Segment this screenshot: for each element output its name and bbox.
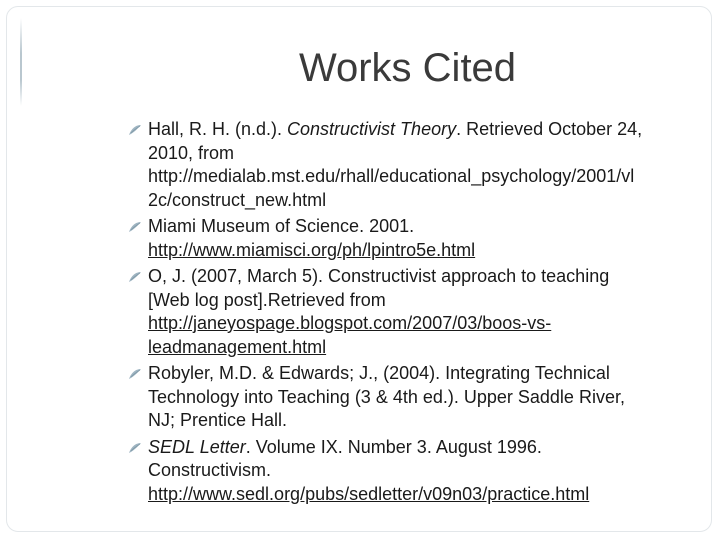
reference-author: Hall, R. H. (n.d.). xyxy=(148,119,288,139)
reference-link[interactable]: http://www.sedl.org/pubs/sedletter/v09n03/practice.html xyxy=(148,483,590,504)
feather-bullet-icon xyxy=(128,124,142,136)
reference-item xyxy=(128,436,688,507)
reference-line: Robyler, M.D. & Edwards; J., (2004). Integrating Technical xyxy=(148,363,610,383)
reference-item xyxy=(128,362,688,433)
reference-item xyxy=(128,118,688,212)
reference-url: http://medialab.mst.edu/rhall/educational_psychology/2001/vl xyxy=(148,166,635,186)
reference-line: Miami Museum of Science. 2001. xyxy=(148,216,415,236)
slide-title: Works Cited xyxy=(298,46,517,90)
reference-title: Constructivist Theory xyxy=(287,119,457,139)
reference-text: . Retrieved October 24, xyxy=(456,119,643,139)
reference-text: . Volume IX. Number 3. August 1996. xyxy=(245,436,542,457)
feather-bullet-icon xyxy=(128,368,142,380)
references-list xyxy=(128,118,688,509)
feather-bullet-icon xyxy=(128,442,142,454)
reference-title: SEDL Letter xyxy=(148,436,246,457)
reference-link[interactable]: leadmanagement.html xyxy=(148,336,327,357)
reference-link[interactable]: http://janeyospage.blogspot.com/2007/03/boos-vs- xyxy=(148,313,552,333)
reference-line: [Web log post].Retrieved from xyxy=(148,289,386,310)
reference-url: 2c/construct_new.html xyxy=(148,189,327,210)
reference-line: Constructivism. xyxy=(148,460,272,480)
reference-link[interactable]: http://www.miamisci.org/ph/lpintro5e.html xyxy=(148,239,476,260)
feather-bullet-icon xyxy=(128,221,142,233)
reference-line xyxy=(148,118,688,142)
reference-line: NJ; Prentice Hall. xyxy=(148,410,288,430)
reference-item xyxy=(128,265,688,359)
feather-bullet-icon xyxy=(128,271,142,283)
reference-line: Technology into Teaching (3 & 4th ed.). Upper Saddle River, xyxy=(148,386,625,407)
reference-line: 2010, from xyxy=(148,142,235,163)
reference-line xyxy=(148,436,688,460)
reference-line: O, J. (2007, March 5). Constructivist approach to teaching xyxy=(148,266,610,286)
reference-item xyxy=(128,215,688,262)
